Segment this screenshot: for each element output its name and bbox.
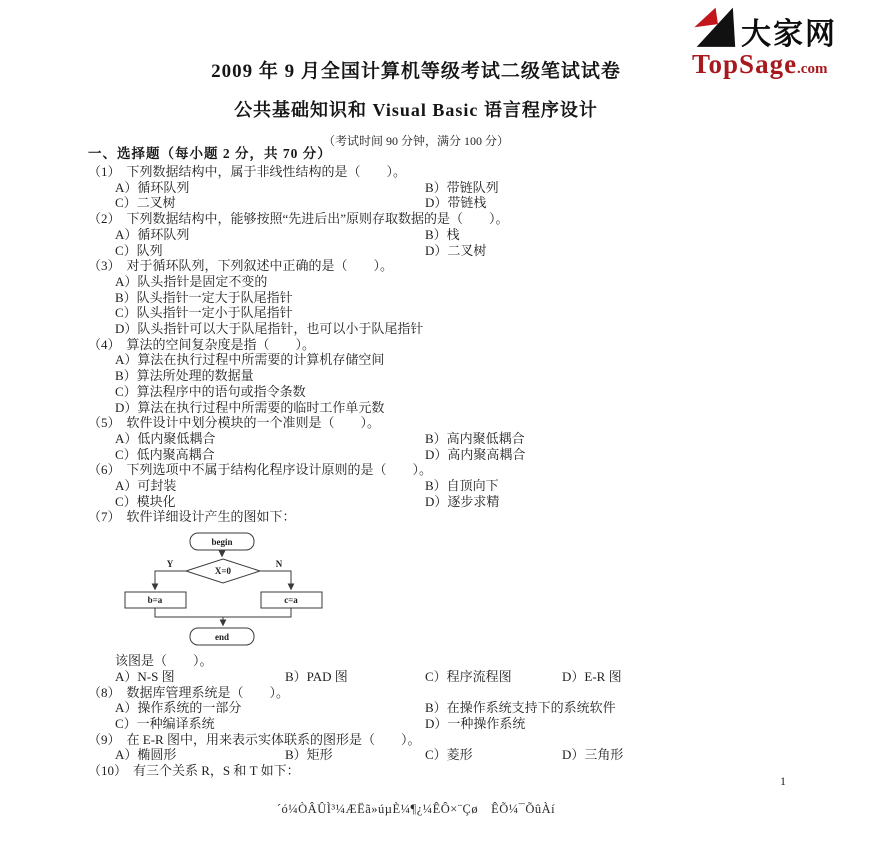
question-5 — [88, 415, 832, 462]
question-text: 下列数据结构中，能够按照“先进后出”原则存取数据的是（ ）。 — [126, 211, 509, 227]
page-title: 2009 年 9 月全国计算机等级考试二级笔试试卷 — [211, 61, 621, 82]
option: D）三角形 — [562, 747, 624, 763]
option: C）算法程序中的语句或指令条数 — [115, 383, 306, 399]
question-stem — [88, 763, 832, 779]
option-group — [88, 352, 832, 415]
option-group — [88, 431, 832, 462]
option-group — [88, 227, 832, 258]
option: A）操作系统的一部分 — [115, 700, 242, 716]
question-text: 有三个关系 R，S 和 T 如下： — [133, 763, 300, 779]
question-text: 数据库管理系统是（ ）。 — [126, 684, 290, 700]
question-stem — [88, 337, 832, 353]
flow-arrow-no — [260, 571, 291, 589]
option: B）算法所处理的数据量 — [115, 368, 254, 384]
option: A）循环队列 — [115, 179, 190, 195]
option: B）高内聚低耦合 — [425, 430, 525, 446]
option: C）模块化 — [115, 493, 176, 509]
option: C）一种编译系统 — [115, 715, 215, 731]
question-3 — [88, 258, 832, 337]
option: D）算法在执行过程中所需要的临时工作单元数 — [115, 399, 385, 415]
flow-begin-label: begin — [211, 537, 233, 548]
flow-yes-label: Y — [166, 559, 174, 570]
question-text: 算法的空间复杂度是指（ ）。 — [126, 336, 316, 352]
option: A）算法在执行过程中所需要的计算机存储空间 — [115, 352, 385, 368]
option: D）二叉树 — [425, 242, 487, 258]
option: A）低内聚低耦合 — [115, 430, 216, 446]
option: B）在操作系统支持下的系统软件 — [425, 700, 616, 716]
question-text: 软件设计中划分模块的一个准则是（ ）。 — [126, 415, 381, 431]
question-number: （9） — [88, 731, 121, 747]
question-1 — [88, 164, 832, 211]
option: D）E-R 图 — [562, 668, 622, 684]
question-text: 下列选项中不属于结构化程序设计原则的是（ ）。 — [126, 462, 433, 478]
flow-end-label: end — [214, 632, 230, 643]
logo-domain-text: TopSage — [692, 49, 798, 79]
question-number: （3） — [88, 258, 121, 274]
question-stem — [88, 164, 832, 180]
question-number: （7） — [88, 509, 121, 525]
option: D）高内聚高耦合 — [425, 446, 526, 462]
question-6 — [88, 462, 832, 509]
document-header — [0, 56, 832, 149]
option-group — [88, 478, 832, 509]
question-4 — [88, 337, 832, 416]
option: C）队头指针一定小于队尾指针 — [115, 305, 293, 321]
question-10 — [88, 763, 832, 779]
footer-watermark: ´ó¼ÒÂÛÌ³¼ÆËã»úµÈ¼¶¿¼ÊÔ×¨Çø ÊÕ¼¯ÕûÀí — [276, 802, 556, 816]
flow-decision-label: X=0 — [214, 566, 232, 577]
option: D）一种操作系统 — [425, 715, 526, 731]
question-8 — [88, 685, 832, 732]
option: C）二叉树 — [115, 195, 176, 211]
question-text: 在 E-R 图中，用来表示实体联系的图形是（ ）。 — [126, 731, 421, 747]
question-stem — [88, 211, 832, 227]
question-stem — [88, 509, 832, 525]
option: B）PAD 图 — [285, 668, 348, 684]
option: D）带链栈 — [425, 195, 487, 211]
option-group — [88, 180, 832, 211]
option: A）循环队列 — [115, 226, 190, 242]
question-2 — [88, 211, 832, 258]
logo-tld-text: .com — [797, 61, 828, 77]
question-7 — [88, 509, 832, 684]
option: D）逐步求精 — [425, 493, 500, 509]
option: B）栈 — [425, 226, 460, 242]
question-list — [88, 164, 832, 779]
option: D）队头指针可以大于队尾指针，也可以小于队尾指针 — [115, 321, 424, 337]
option-group — [88, 274, 832, 337]
question-stem — [88, 462, 832, 478]
flow-merge-line — [155, 608, 291, 617]
question-stem — [88, 258, 832, 274]
logo-site-name: 大家网 — [741, 18, 837, 51]
question-text: 下列数据结构中，属于非线性结构的是（ ）。 — [126, 164, 407, 179]
question-text: 软件详细设计产生的图如下： — [126, 509, 296, 525]
option-group — [88, 700, 832, 731]
flowchart-figure — [118, 529, 358, 651]
option-group — [88, 669, 832, 685]
option: B）带链队列 — [425, 179, 499, 195]
question-stem — [88, 732, 832, 748]
question-number: （4） — [88, 336, 121, 352]
question-number: （5） — [88, 415, 121, 431]
option: C）程序流程图 — [425, 668, 512, 684]
option: B）队头指针一定大于队尾指针 — [115, 289, 293, 305]
question-stem — [88, 685, 832, 701]
question-stem-2: 该图是（ ）。 — [115, 653, 213, 669]
question-number: （6） — [88, 462, 121, 478]
option: A）可封装 — [115, 478, 177, 494]
exam-info: （考试时间 90 分钟，满分 100 分） — [322, 134, 509, 148]
question-stem — [88, 415, 832, 431]
logo-top-row — [692, 6, 844, 50]
flow-no-label: N — [275, 559, 283, 570]
question-9 — [88, 732, 832, 763]
flow-arrow-yes — [155, 571, 186, 589]
page-subtitle: 公共基础知识和 Visual Basic 语言程序设计 — [234, 100, 598, 120]
question-number: （2） — [88, 211, 121, 227]
option: B）矩形 — [285, 747, 333, 763]
option-group — [88, 747, 832, 763]
option: C）菱形 — [425, 747, 473, 763]
question-text: 对于循环队列，下列叙述中正确的是（ ）。 — [126, 258, 394, 274]
option: C）低内聚高耦合 — [115, 446, 215, 462]
question-number: （10） — [88, 763, 128, 779]
option: A）队头指针是固定不变的 — [115, 273, 268, 289]
question-number: （1） — [88, 164, 121, 179]
flow-left-process-label: b=a — [147, 595, 163, 606]
section-heading: 一、选择题（每小题 2 分，共 70 分） — [88, 146, 332, 161]
flowchart-svg — [118, 529, 358, 651]
option: C）队列 — [115, 242, 163, 258]
page-number: 1 — [780, 774, 786, 788]
flow-right-process-label: c=a — [284, 595, 298, 606]
option: A）椭圆形 — [115, 747, 177, 763]
sail-logo-icon — [692, 6, 736, 50]
option: A）N-S 图 — [115, 668, 175, 684]
question-number: （8） — [88, 684, 121, 700]
option: B）自顶向下 — [425, 478, 499, 494]
